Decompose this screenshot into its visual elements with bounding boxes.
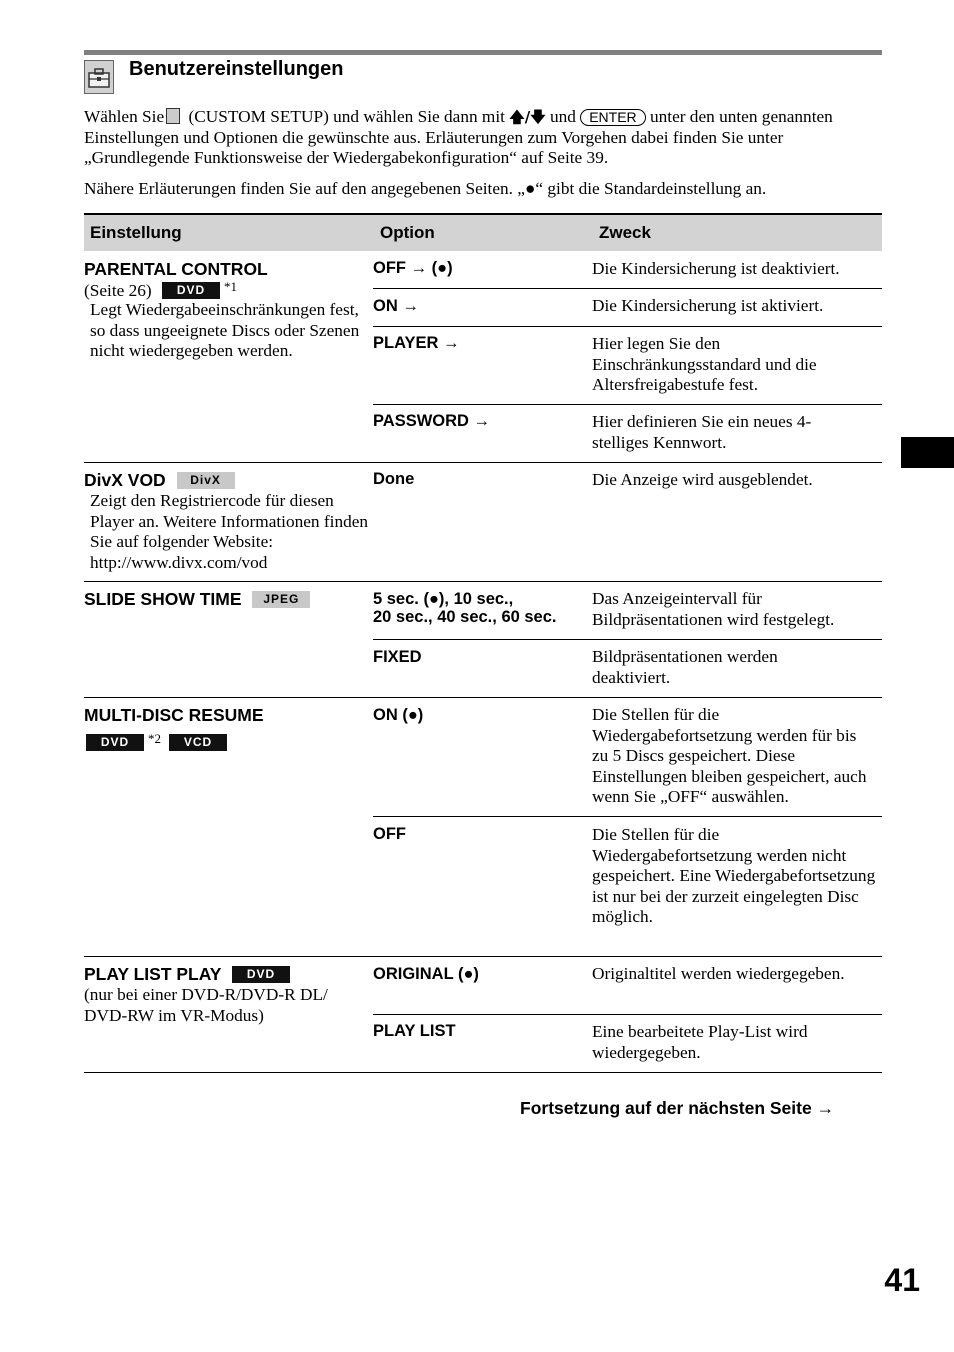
header-purpose: Zweck [599,223,651,242]
purpose-fixed: Bildpräsentationen werden deaktiviert. [592,647,778,687]
divx-description: Zeigt den Registriercode für diesen Player an. Weitere Informationen finden Sie auf folgender Website: http://www.divx.com/vod [90,491,369,572]
purpose-done: Die Anzeige wird ausgeblendet. [592,470,813,489]
header-option: Option [380,223,435,242]
intro-text-4: unter den unten genannten Einstellungen und Optionen die gewünschte aus. Erläuterungen zum Vorgehen dabei finden Sie unter „Grundlegende Funktionsweise der Wiedergabekonfiguration“ auf Seite 39. [84,107,833,167]
playlist-description: (nur bei einer DVD-R/DVD-R DL/ DVD-RW im VR-Modus) [84,985,328,1025]
purpose-off-resume: Die Stellen für die Wiedergabefortsetzung werden nicht gespeichert. Eine Wiedergabefortsetzung ist nur bei der zurzeit eingelegten Disc möglich. [592,825,876,926]
row-divider [373,326,882,327]
option-password: PASSWORD → [373,412,491,430]
divx-badge: DivX [177,472,235,489]
page-number: 41 [884,1262,920,1298]
up-down-arrows-icon: 🡅/🡇 [509,108,546,126]
side-tab-marker [901,437,954,468]
purpose-play-list: Eine bearbeitete Play-List wird wiedergegeben. [592,1022,808,1062]
row-divider [84,581,882,582]
table-bottom-rule [84,1072,882,1073]
option-fixed: FIXED [373,648,422,666]
slide-intervals-line2: 20 sec., 40 sec., 60 sec. [373,608,557,626]
row-divider [373,816,882,817]
toolbox-icon [84,60,114,94]
slideshow-name: SLIDE SHOW TIME [84,589,242,609]
custom-setup-icon [166,108,180,124]
option-slide-intervals [373,590,583,626]
option-on: ON → [373,297,419,315]
row-divider [373,404,882,405]
dvd-badge: DVD [86,734,144,751]
purpose-on: Die Kindersicherung ist aktiviert. [592,296,824,315]
setting-divx-vod [84,470,235,491]
footnote-marker: *2 [148,731,161,746]
setting-slide-show-time [84,589,310,610]
row-divider [373,639,882,640]
purpose-password: Hier definieren Sie ein neues 4-stelliges Kennwort. [592,412,812,452]
continued-note: Fortsetzung auf der nächsten Seite → [520,1098,835,1118]
purpose-off: Die Kindersicherung ist deaktiviert. [592,259,840,278]
section-title: Benutzereinstellungen [129,58,344,80]
vcd-badge: VCD [169,734,227,751]
row-divider [373,1014,882,1015]
intro-paragraph [84,107,884,169]
option-original: ORIGINAL (●) [373,965,479,983]
top-rule [84,50,882,55]
header-setting: Einstellung [90,223,182,242]
setting-multi-disc-resume: MULTI-DISC RESUME [84,705,264,725]
setting-play-list-play [84,964,290,985]
setting-parental-control: PARENTAL CONTROL [84,259,268,279]
option-off-resume: OFF [373,825,406,843]
purpose-slide-intervals: Das Anzeigeintervall für Bildpräsentationen wird festgelegt. [592,589,835,629]
intro-text-2: (CUSTOM SETUP) und wählen Sie dann mit [188,107,505,126]
enter-key: ENTER [580,109,645,126]
parental-page-text: (Seite 26) [84,281,152,300]
slide-intervals-line1: 5 sec. (●), 10 sec., [373,590,514,608]
purpose-player: Hier legen Sie den Einschränkungsstandard und die Altersfreigabestufe fest. [592,334,817,394]
option-on-resume: ON (●) [373,706,424,724]
row-divider [373,288,882,289]
option-player: PLAYER → [373,334,460,352]
parental-description: Legt Wiedergabeeinschränkungen fest, so dass ungeeignete Discs oder Szenen nicht wiedergegeben werden. [90,300,360,360]
purpose-original: Originaltitel werden wiedergegeben. [592,964,845,983]
option-play-list: PLAY LIST [373,1022,456,1040]
table-header [84,213,882,251]
playlist-name: PLAY LIST PLAY [84,964,222,984]
jpeg-badge: JPEG [252,591,310,608]
multidisc-badges [86,731,227,753]
dvd-badge: DVD [162,282,220,299]
dvd-badge: DVD [232,966,290,983]
footnote-marker: *1 [224,279,237,294]
intro-text-1: Wählen Sie [84,107,165,126]
option-done: Done [373,470,415,488]
divx-name: DivX VOD [84,470,166,490]
row-divider [84,956,882,957]
purpose-on-resume: Die Stellen für die Wiedergabefortsetzung werden für bis zu 5 Discs gespeichert. Diese Einstellungen bleiben gespeichert, auch wenn Sie „OFF“ auswählen. [592,705,867,806]
row-divider [84,697,882,698]
row-divider [84,462,882,463]
parental-page-ref [84,279,237,301]
option-off: OFF → (●) [373,259,453,277]
intro-text-3: und [549,107,576,126]
note-paragraph: Nähere Erläuterungen finden Sie auf den angegebenen Seiten. „●“ gibt die Standardeinstellung an. [84,179,767,198]
